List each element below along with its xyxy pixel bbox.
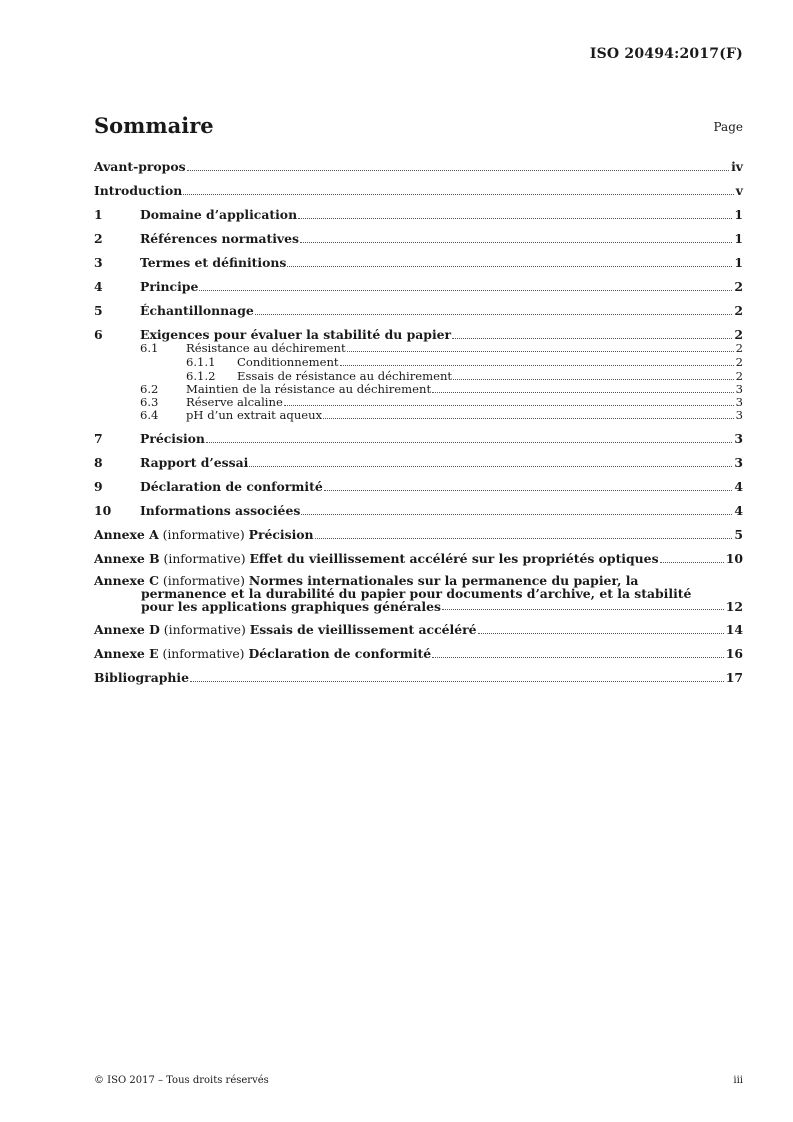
toc-entry-page: 2 (735, 369, 743, 383)
leader-dots (442, 608, 724, 610)
toc-entry-title: Termes et définitions (140, 255, 287, 270)
footer-copyright: © ISO 2017 – Tous droits réservés (94, 1075, 269, 1086)
toc-entry-number: 5 (94, 303, 103, 318)
document-id: ISO 20494:2017(F) (589, 46, 743, 62)
toc-entry-title: Déclaration de conformité (140, 479, 323, 494)
toc-entry-page: 3 (735, 395, 743, 409)
toc-entry-number: 9 (94, 479, 103, 494)
toc-entry-page: 10 (725, 551, 743, 566)
toc-entry-section-1[interactable] (94, 198, 743, 222)
toc-entry-page: 3 (735, 408, 743, 422)
toc-entry-section-3[interactable] (94, 246, 743, 270)
toc-entry-title: Réserve alcaline (186, 395, 283, 409)
toc-entry-page: 12 (725, 599, 743, 614)
toc-entry-title: Références normatives (140, 231, 299, 246)
toc-entry-title-line1: Normes internationales sur la permanence du papier, la (248, 573, 639, 588)
toc-entry-number: 6.2 (140, 382, 159, 396)
leader-dots (300, 241, 732, 243)
toc-entry-number: 6.1 (140, 341, 159, 355)
leader-dots (183, 193, 734, 195)
toc-entry-title: Effet du vieillissement accéléré sur les propriétés optiques (249, 551, 659, 566)
toc-entry-number: 6.3 (140, 395, 159, 409)
toc-entry-title: Essais de résistance au déchirement (237, 369, 453, 383)
toc-entry-page: iv (731, 159, 743, 174)
leader-dots (660, 561, 724, 563)
toc-entry-subsection-6-1-2[interactable] (94, 369, 743, 383)
toc-entry-title: Échantillonnage (140, 303, 254, 318)
toc-entry-bibliographie[interactable] (94, 661, 743, 685)
leader-dots (199, 289, 732, 291)
toc-entry-page: 2 (734, 279, 743, 294)
toc-entry-avant-propos[interactable] (94, 150, 743, 174)
annex-prefix: Annexe B (94, 551, 160, 566)
toc-entry-annex-b[interactable] (94, 542, 743, 566)
annex-type: (informative) (163, 551, 246, 566)
annex-prefix: Annexe A (94, 527, 159, 542)
toc-entry-introduction[interactable] (94, 174, 743, 198)
toc-entry-page: 5 (734, 527, 743, 542)
toc-entry-subsection-6-1-1[interactable] (94, 355, 743, 369)
toc-entry-page: 4 (734, 479, 743, 494)
toc-entry-title: Domaine d’application (140, 207, 298, 222)
leader-dots (340, 364, 734, 366)
toc-entry-section-2[interactable] (94, 222, 743, 246)
toc-entry-section-6[interactable] (94, 318, 743, 342)
annex-prefix: Annexe D (94, 622, 160, 637)
toc-entry-page: 17 (725, 670, 743, 685)
toc-entry-page: 3 (734, 431, 743, 446)
leader-dots (453, 378, 734, 380)
leader-dots (432, 656, 724, 658)
annex-prefix: Annexe C (94, 573, 159, 588)
toc-entry-number: 6 (94, 327, 103, 342)
toc-entry-page: 1 (734, 255, 743, 270)
toc-entry-page: v (735, 183, 743, 198)
toc-entry-section-5[interactable] (94, 294, 743, 318)
toc-entry-title: Précision (140, 431, 205, 446)
toc-entry-number: 10 (94, 503, 112, 518)
annex-type: (informative) (163, 622, 246, 637)
leader-dots (347, 350, 734, 352)
leader-dots (315, 537, 733, 539)
toc-entry-page: 4 (734, 503, 743, 518)
toc-entry-title: Résistance au déchirement (186, 341, 346, 355)
toc-entry-title: Principe (140, 279, 199, 294)
toc-entry-title: Essais de vieillissement accéléré (249, 622, 477, 637)
toc-entry-annex-a[interactable] (94, 518, 743, 542)
toc-entry-page: 2 (735, 341, 743, 355)
toc-entry-number: 2 (94, 231, 103, 246)
toc-entry-number: 7 (94, 431, 103, 446)
toc-entry-title: Maintien de la résistance au déchirement (186, 382, 432, 396)
toc-entry-page: 2 (734, 327, 743, 342)
toc-entry-section-9[interactable] (94, 470, 743, 494)
toc-entry-number: 3 (94, 255, 103, 270)
toc-entry-subsection-6-4[interactable] (94, 409, 743, 422)
toc-entry-page: 14 (725, 622, 743, 637)
toc-entry-section-4[interactable] (94, 270, 743, 294)
table-of-contents (94, 150, 743, 685)
toc-entry-title: Rapport d’essai (140, 455, 249, 470)
toc-entry-page: 1 (734, 207, 743, 222)
toc-entry-subsection-6-1[interactable] (94, 342, 743, 355)
page-column-label: Page (713, 120, 743, 134)
toc-entry-title: Exigences pour évaluer la stabilité du papier (140, 327, 452, 342)
leader-dots (255, 313, 733, 315)
leader-dots (298, 217, 732, 219)
toc-entry-page: 3 (734, 455, 743, 470)
leader-dots (187, 169, 730, 171)
toc-entry-title: Informations associées (140, 503, 301, 518)
toc-entry-title: Introduction (94, 183, 183, 198)
leader-dots (478, 632, 724, 634)
leader-dots (287, 265, 732, 267)
toc-entry-annex-d[interactable] (94, 613, 743, 637)
annex-type: (informative) (162, 646, 245, 661)
toc-entry-section-10[interactable] (94, 494, 743, 518)
leader-dots (301, 513, 732, 515)
toc-entry-title-line2: permanence et la durabilité du papier pour documents d’archive, et la stabilité (141, 586, 692, 601)
leader-dots (284, 404, 734, 406)
toc-entry-section-7[interactable] (94, 422, 743, 446)
leader-dots (324, 489, 733, 491)
toc-entry-page: 2 (734, 303, 743, 318)
toc-entry-title: pH d’un extrait aqueux (186, 408, 323, 422)
toc-entry-page: 2 (735, 355, 743, 369)
toc-entry-title: Bibliographie (94, 670, 190, 685)
toc-entry-number: 1 (94, 207, 103, 222)
annex-prefix: Annexe E (94, 646, 159, 661)
toc-entry-number: 6.4 (140, 408, 159, 422)
toc-entry-title-line3: pour les applications graphiques générales (141, 599, 442, 614)
annex-type: (informative) (162, 573, 245, 588)
toc-entry-annex-c[interactable] (94, 566, 743, 613)
toc-entry-page: 1 (734, 231, 743, 246)
toc-entry-section-8[interactable] (94, 446, 743, 470)
toc-entry-number: 6.1.2 (186, 369, 216, 383)
toc-entry-number: 4 (94, 279, 103, 294)
toc-entry-title: Avant-propos (94, 159, 186, 174)
toc-entry-title: Conditionnement (237, 355, 339, 369)
leader-dots (190, 680, 724, 682)
toc-entry-title: Précision (248, 527, 314, 542)
leader-dots (323, 417, 733, 419)
toc-entry-page: 3 (735, 382, 743, 396)
toc-entry-number: 6.1.1 (186, 355, 216, 369)
toc-entry-page: 16 (725, 646, 743, 661)
toc-entry-annex-e[interactable] (94, 637, 743, 661)
toc-entry-title: Déclaration de conformité (248, 646, 432, 661)
leader-dots (249, 465, 732, 467)
leader-dots (206, 441, 732, 443)
toc-heading: Sommaire (94, 113, 214, 138)
footer-page-number: iii (733, 1075, 743, 1086)
leader-dots (432, 391, 734, 393)
toc-entry-number: 8 (94, 455, 103, 470)
annex-type: (informative) (162, 527, 245, 542)
leader-dots (452, 337, 732, 339)
